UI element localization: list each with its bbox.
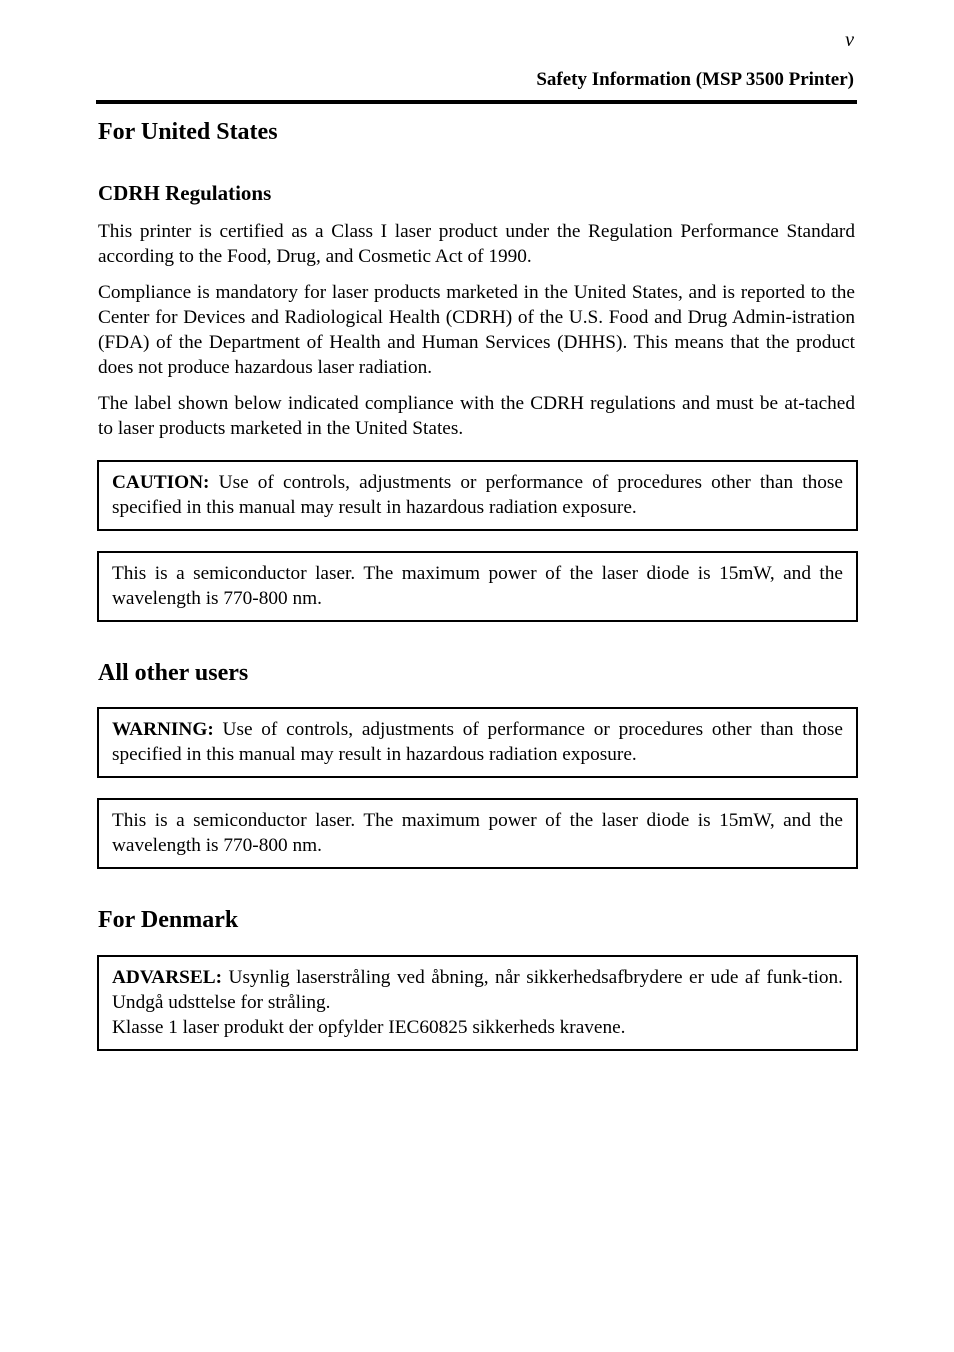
- paragraph-label-compliance: The label shown below indicated compliance with the CDRH regulations and must be at-tached to laser products marketed in the United States.: [98, 393, 855, 439]
- warning-label: WARNING:: [112, 719, 214, 740]
- paragraph-compliance-mandatory: Compliance is mandatory for laser products marketed in the United States, and is reported to the Center for Devices and Radiological Health (CDRH) of the U.S. Food and Drug Admin-istration (FDA) of the Department of Health and Human Services (DHHS). This means that the product does not produce hazardous laser radiation.: [98, 282, 855, 378]
- section-heading-all-other-users: All other users: [98, 660, 249, 686]
- caution-box: [97, 460, 858, 531]
- laser-note-text-us: This is a semiconductor laser. The maximum power of the laser diode is 15mW, and the wavelength is 770-800 nm.: [112, 563, 843, 609]
- section-heading-denmark: For Denmark: [98, 907, 239, 933]
- laser-note-box-other: [97, 798, 858, 869]
- caution-text: Use of controls, adjustments or performance of procedures other than those specified in this manual may result in hazardous radiation exposure.: [112, 472, 843, 518]
- header-rule: [96, 100, 857, 104]
- laser-note-text-other: This is a semiconductor laser. The maximum power of the laser diode is 15mW, and the wavelength is 770-800 nm.: [112, 810, 843, 856]
- warning-box: [97, 707, 858, 778]
- advarsel-text: Usynlig laserstråling ved åbning, når sikkerhedsafbrydere er ude af funk-tion. Undgå udsttelse for stråling.: [112, 967, 843, 1013]
- warning-text: Use of controls, adjustments of performance or procedures other than those specified in this manual may result in hazardous radiation exposure.: [112, 719, 843, 765]
- advarsel-box: [97, 955, 858, 1051]
- laser-note-box-us: [97, 551, 858, 622]
- running-header-title: Safety Information (MSP 3500 Printer): [536, 69, 854, 90]
- section-heading-united-states: For United States: [98, 119, 278, 145]
- paragraph-class-one-certification: This printer is certified as a Class I laser product under the Regulation Performance Standard according to the Food, Drug, and Cosmetic Act of 1990.: [98, 221, 855, 267]
- advarsel-class-statement: Klasse 1 laser produkt der opfylder IEC60825 sikkerheds kravene.: [112, 1017, 626, 1038]
- subheading-cdrh-regulations: CDRH Regulations: [98, 181, 272, 205]
- page-number: v: [845, 29, 854, 51]
- caution-label: CAUTION:: [112, 472, 210, 493]
- advarsel-label: ADVARSEL:: [112, 967, 222, 988]
